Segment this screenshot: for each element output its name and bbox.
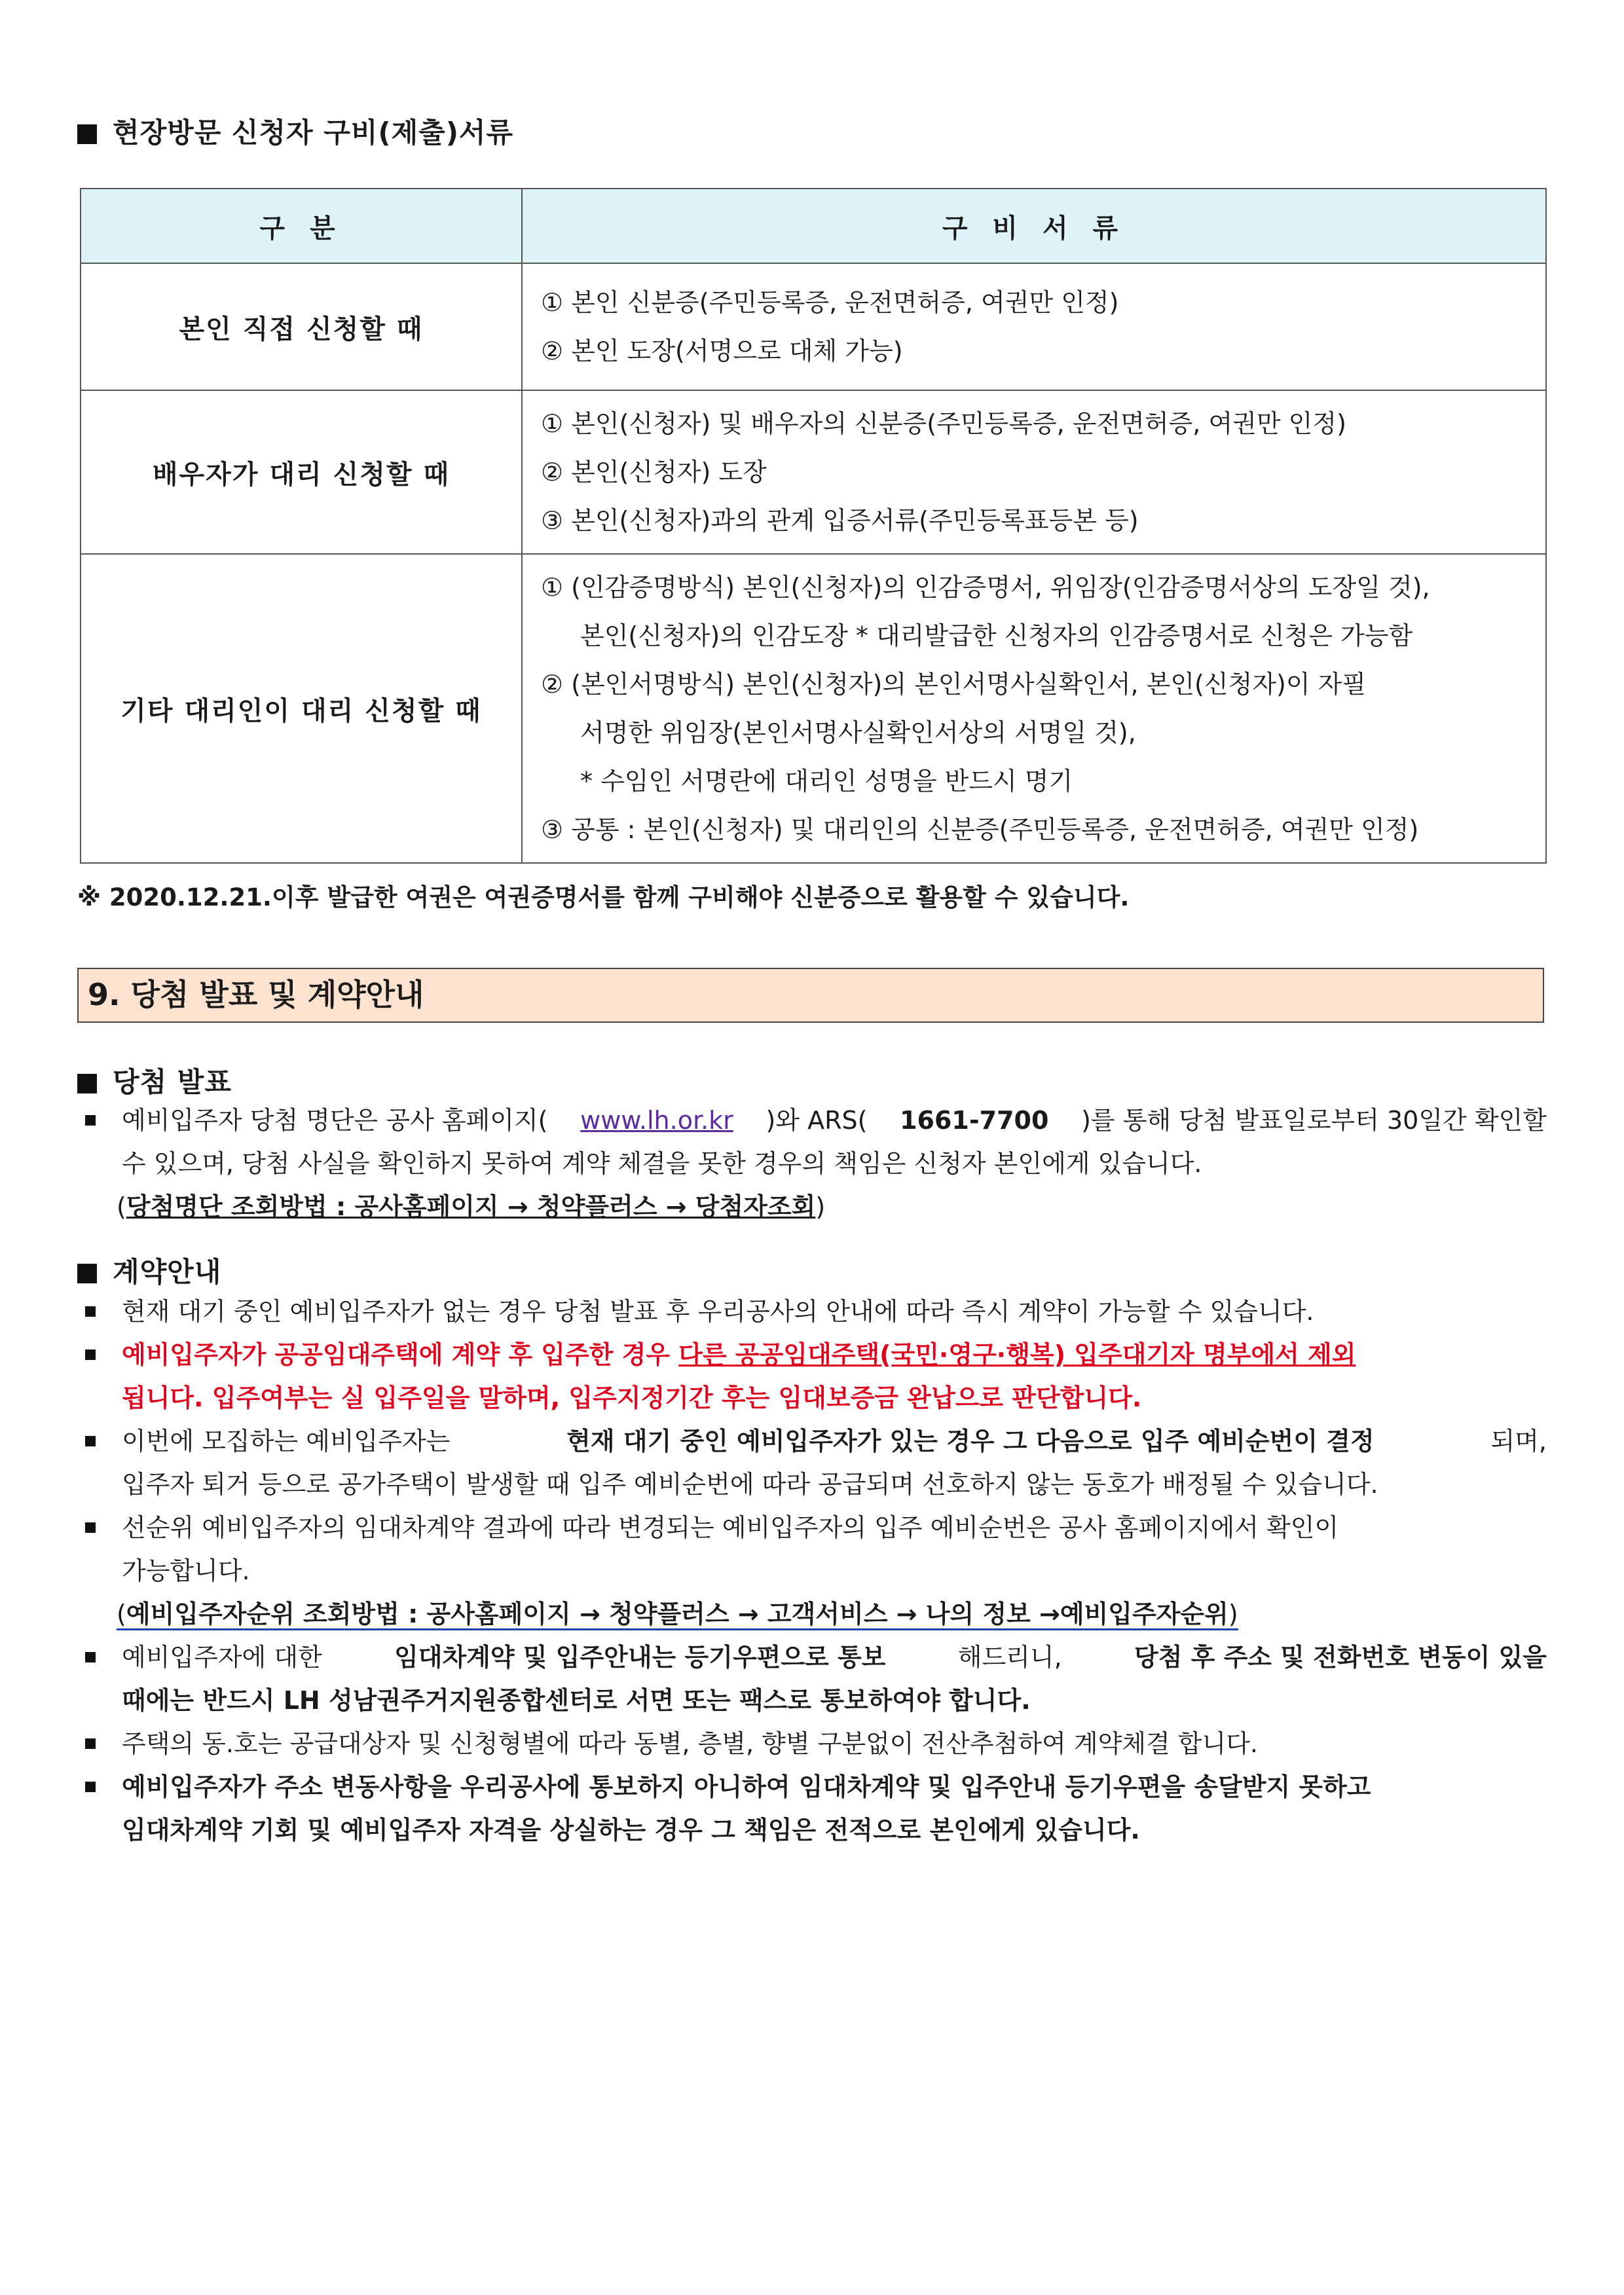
square-bullet-icon	[77, 124, 97, 144]
row-category: 배우자가 대리 신청할 때	[81, 390, 522, 554]
doc-item-note: * 수임인 서명란에 대리인 성명을 반드시 명기	[580, 767, 1073, 796]
bullet-line: 예비입주자에 대한 임대차계약 및 입주안내는 등기우편으로 통보 해드리니, 당첨 후 주소 및 전화번호 변동이 있을	[85, 1636, 1547, 1679]
section-banner: 9. 당첨 발표 및 계약안내	[77, 968, 1544, 1023]
square-bullet-icon	[77, 1074, 97, 1093]
header-documents: 구 비 서 류	[522, 189, 1546, 263]
table-row	[81, 390, 1546, 554]
doc-item: ③ 본인(신청자)과의 관계 입증서류(주민등록표등본 등)	[541, 506, 1139, 535]
doc-item: ② 본인 도장(서명으로 대체 가능)	[541, 337, 903, 365]
row-items	[522, 263, 1546, 390]
passport-note: ※ 2020.12.21.이후 발급한 여권은 여권증명서를 함께 구비해야 신분증으로 활용할 수 있습니다.	[77, 883, 1130, 911]
bullet-continuation: 됩니다. 입주여부는 실 입주일을 말하며, 입주지정기간 후는 임대보증금 완납으로 판단합니다.	[122, 1384, 1142, 1412]
bullet-line: 선순위 예비입주자의 임대차계약 결과에 따라 변경되는 예비입주자의 입주 예비순번은 공사 홈페이지에서 확인이	[85, 1506, 1547, 1549]
announce-block	[85, 1099, 1547, 1228]
bullet-continuation: 가능합니다.	[122, 1556, 250, 1585]
bullet-continuation: 때에는 반드시 LH 성남권주거지원종합센터로 서면 또는 팩스로 통보하여야 합니다.	[122, 1686, 1031, 1715]
section-heading-contract: 계약안내	[77, 1251, 221, 1290]
doc-item: ① (인감증명방식) 본인(신청자)의 인감증명서, 위임장(인감증명서상의 도장일 것),	[541, 573, 1430, 602]
doc-item: ② 본인(신청자) 도장	[541, 458, 767, 487]
doc-item: ① 본인(신청자) 및 배우자의 신분증(주민등록증, 운전면허증, 여권만 인정)	[541, 409, 1346, 438]
row-category: 본인 직접 신청할 때	[81, 263, 522, 390]
row-items	[522, 554, 1546, 863]
doc-item: ① 본인 신분증(주민등록증, 운전면허증, 여권만 인정)	[541, 288, 1119, 317]
bullet-line: 예비입주자가 공공임대주택에 계약 후 입주한 경우 다른 공공임대주택(국민·영구·행복) 입주대기자 명부에서 제외	[85, 1333, 1547, 1376]
table-row	[81, 554, 1546, 863]
bullet-line: 주택의 동.호는 공급대상자 및 신청형별에 따라 동별, 층별, 향별 구분없이 전산추첨하여 계약체결 합니다.	[85, 1722, 1547, 1765]
bullet-continuation: 수 있으며, 당첨 사실을 확인하지 못하여 계약 체결을 못한 경우의 책임은 신청자 본인에게 있습니다.	[122, 1149, 1202, 1178]
bullet-continuation: 임대차계약 기회 및 예비입주자 자격을 상실하는 경우 그 책임은 전적으로 본인에게 있습니다.	[122, 1816, 1140, 1845]
table-row	[81, 263, 1546, 390]
bullet-line: 예비입주자 당첨 명단은 공사 홈페이지( www.lh.or.kr )와 ARS( 1661-7700 )를 통해 당첨 발표일로부터 30일간 확인할	[85, 1099, 1547, 1142]
lookup-method: (예비입주자순위 조회방법 : 공사홈페이지 → 청약플러스 → 고객서비스 → 나의 정보 →예비입주자순위)	[85, 1592, 1547, 1636]
row-items	[522, 390, 1546, 554]
bullet-line: 이번에 모집하는 예비입주자는 현재 대기 중인 예비입주자가 있는 경우 그 다음으로 입주 예비순번이 결정 되며,	[85, 1420, 1547, 1463]
homepage-link[interactable]: www.lh.or.kr	[580, 1106, 733, 1135]
bullet-line: 현재 대기 중인 예비입주자가 없는 경우 당첨 발표 후 우리공사의 안내에 따라 즉시 계약이 가능할 수 있습니다.	[85, 1290, 1547, 1333]
bullet-continuation: 입주자 퇴거 등으로 공가주택이 발생할 때 입주 예비순번에 따라 공급되며 선호하지 않는 동호가 배정될 수 있습니다.	[122, 1470, 1378, 1499]
section-heading-documents: 현장방문 신청자 구비(제출)서류	[77, 111, 513, 151]
doc-item-continuation: 서명한 위임장(본인서명사실확인서상의 서명일 것),	[580, 718, 1136, 747]
contract-block	[85, 1290, 1547, 1852]
doc-item: ③ 공통 : 본인(신청자) 및 대리인의 신분증(주민등록증, 운전면허증, 여권만 인정)	[541, 815, 1419, 844]
doc-item: ② (본인서명방식) 본인(신청자)의 본인서명사실확인서, 본인(신청자)이 자필	[541, 670, 1367, 699]
required-documents-table	[80, 188, 1547, 864]
table-header-row	[81, 189, 1546, 263]
lookup-method: (당첨명단 조회방법 : 공사홈페이지 → 청약플러스 → 당첨자조회)	[117, 1192, 826, 1221]
ars-number: 1661-7700	[900, 1106, 1049, 1135]
header-category: 구 분	[81, 189, 522, 263]
square-bullet-icon	[77, 1264, 97, 1283]
section-heading-announce: 당첨 발표	[77, 1061, 232, 1100]
bullet-line: 예비입주자가 주소 변동사항을 우리공사에 통보하지 아니하여 임대차계약 및 입주안내 등기우편을 송달받지 못하고	[85, 1765, 1547, 1808]
row-category: 기타 대리인이 대리 신청할 때	[81, 554, 522, 863]
doc-item-continuation: 본인(신청자)의 인감도장 * 대리발급한 신청자의 인감증명서로 신청은 가능함	[580, 621, 1413, 650]
